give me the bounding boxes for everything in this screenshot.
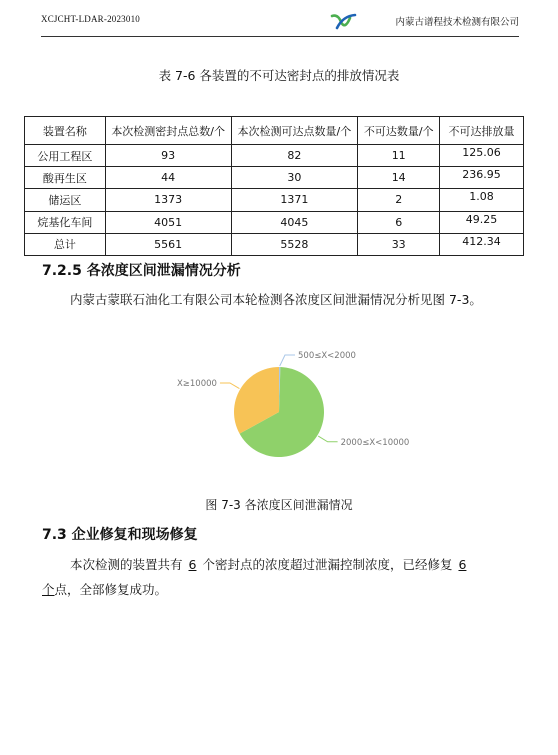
table-cell: 公用工程区 xyxy=(25,145,106,167)
repair-text-before: 本次检测的装置共有 xyxy=(70,557,183,572)
table-cell: 酸再生区 xyxy=(25,167,106,189)
table-cell: 49.25 xyxy=(440,211,524,233)
table-header-row xyxy=(25,117,524,145)
emission-table xyxy=(24,116,524,256)
column-header: 本次检测可达点数量/个 xyxy=(231,117,358,145)
table-cell: 1.08 xyxy=(440,189,524,211)
repaired-count: 6 xyxy=(458,557,467,572)
section-heading-repair: 7.3 企业修复和现场修复 xyxy=(42,527,198,543)
company-logo-icon xyxy=(329,10,359,32)
table-cell: 烷基化车间 xyxy=(25,211,106,233)
pie-leader-line xyxy=(280,355,295,366)
column-header: 本次检测密封点总数/个 xyxy=(105,117,231,145)
page-header xyxy=(41,8,519,37)
figure-caption: 图 7-3 各浓度区间泄漏情况 xyxy=(205,498,353,512)
table-cell: 82 xyxy=(231,145,358,167)
table-cell: 储运区 xyxy=(25,189,106,211)
pie-slice-label: 2000≤X<10000 xyxy=(340,437,410,448)
document-code: XCJCHT-LDAR-2023010 xyxy=(41,14,140,24)
table-cell: 30 xyxy=(231,167,358,189)
section-heading-concentration: 7.2.5 各浓度区间泄漏情况分析 xyxy=(42,263,241,279)
table-cell: 33 xyxy=(358,233,440,255)
section-paragraph: 内蒙古蒙联石油化工有限公司本轮检测各浓度区间泄漏情况分析见图 7-3。 xyxy=(70,292,482,307)
table-cell: 412.34 xyxy=(440,233,524,255)
repair-paragraph xyxy=(42,552,522,602)
table-cell: 44 xyxy=(105,167,231,189)
column-header: 不可达排放量 xyxy=(440,117,524,145)
table-row xyxy=(25,167,524,189)
repair-text-after: 点，全部修复成功。 xyxy=(54,582,168,597)
concentration-pie-chart xyxy=(170,340,430,470)
pie-slice-label: X≥10000 xyxy=(176,378,217,389)
table-cell: 1371 xyxy=(231,189,358,211)
table-cell: 11 xyxy=(358,145,440,167)
table-cell: 6 xyxy=(358,211,440,233)
pie-leader-line xyxy=(318,436,337,442)
table-cell: 总计 xyxy=(25,233,106,255)
table-row xyxy=(25,211,524,233)
pie-slice-label: 500≤X<2000 xyxy=(298,351,356,361)
repair-text-middle: 个密封点的浓度超过泄漏控制浓度，已经修复 xyxy=(202,557,453,572)
column-header: 装置名称 xyxy=(25,117,106,145)
table-cell: 4051 xyxy=(105,211,231,233)
table-title: 表 7-6 各装置的不可达密封点的排放情况表 xyxy=(158,68,400,83)
company-name: 内蒙古谱程技术检测有限公司 xyxy=(395,17,519,28)
table-cell: 5561 xyxy=(105,233,231,255)
table-cell: 1373 xyxy=(105,189,231,211)
table-cell: 4045 xyxy=(231,211,358,233)
table-row xyxy=(25,189,524,211)
table-cell: 93 xyxy=(105,145,231,167)
pie-leader-line xyxy=(220,383,239,389)
exceed-count: 6 xyxy=(188,557,197,572)
table-cell: 5528 xyxy=(231,233,358,255)
table-row xyxy=(25,233,524,255)
unit-char: 个 xyxy=(42,582,55,597)
table-cell: 14 xyxy=(358,167,440,189)
column-header: 不可达数量/个 xyxy=(358,117,440,145)
table-row xyxy=(25,145,524,167)
table-cell: 125.06 xyxy=(440,145,524,167)
table-cell: 2 xyxy=(358,189,440,211)
table-cell: 236.95 xyxy=(440,167,524,189)
